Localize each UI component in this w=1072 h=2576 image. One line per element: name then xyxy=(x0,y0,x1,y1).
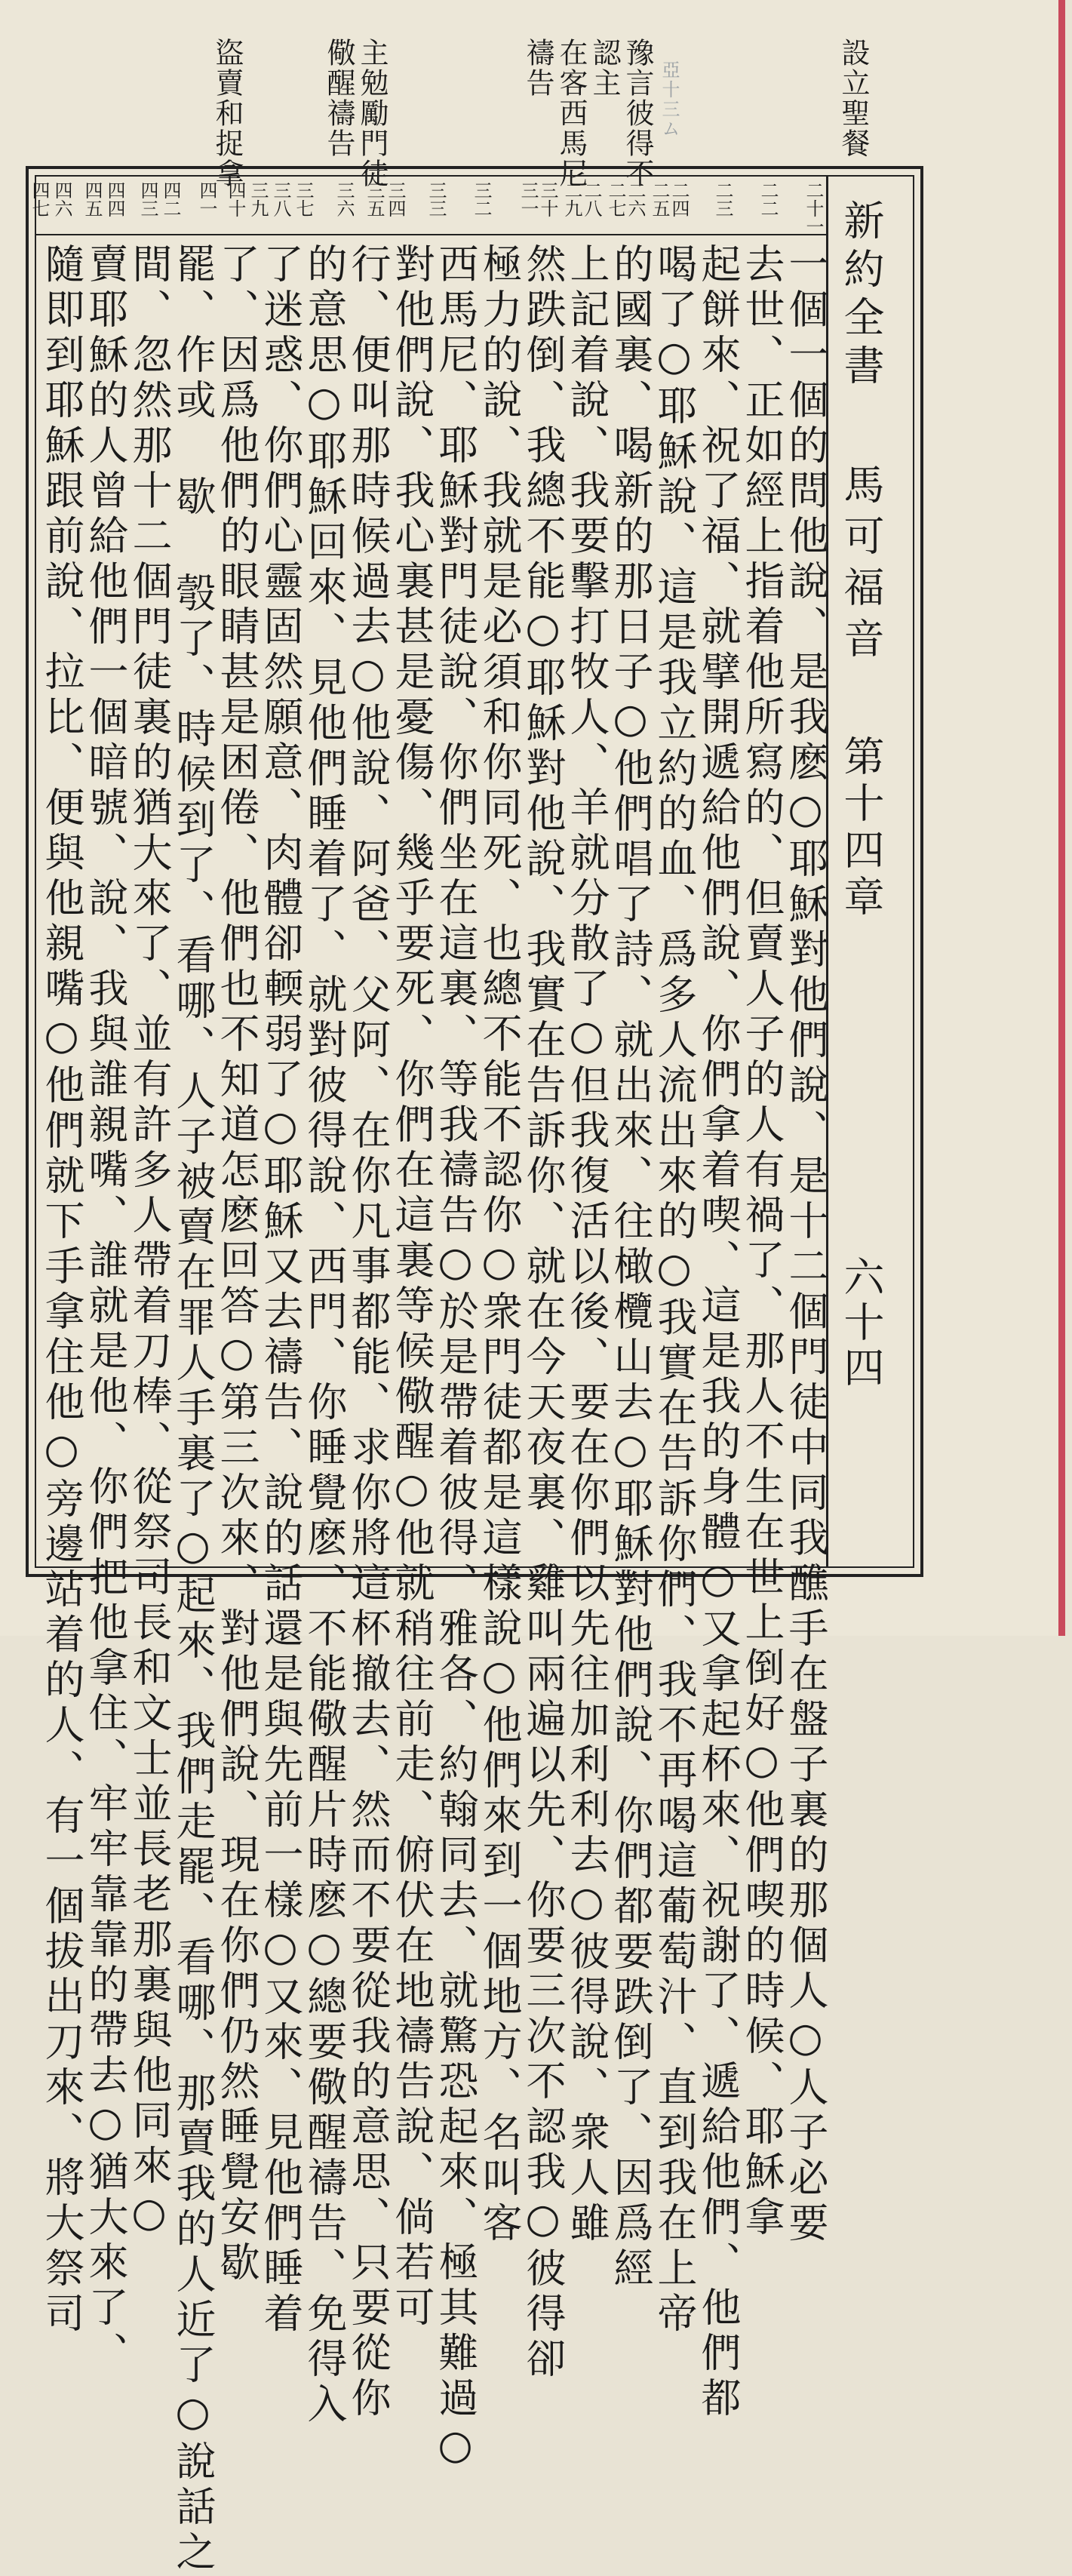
book-title: 新約全書 xyxy=(837,199,885,392)
verse-number: 三九 xyxy=(247,181,269,217)
verse-number: 三十 xyxy=(537,181,558,217)
verse-number: 二四 xyxy=(668,181,690,217)
gospel-title: 馬可福音 xyxy=(837,463,885,669)
text-column: 罷、作或 歇 彀了、時候到了、看哪、人子被賣在罪人手裏了○起來、我們走罷、看哪、那賣我的人近了○說話之 xyxy=(170,243,216,2576)
verse-number: 四十 xyxy=(225,181,246,217)
text-column: 喝了○耶穌說、這是我立約的血、爲多人流出來的○我實在告訴你們、我不再喝這葡萄汁、直到我在上帝 xyxy=(651,243,697,2338)
text-frame-inner xyxy=(29,175,914,2576)
headnote-watch-2: 儆醒禱告 xyxy=(322,38,355,158)
verse-number: 三八 xyxy=(270,181,291,217)
text-column: 行、便叫那時候過去○他說、阿爸、父阿、在你凡事都能、求你將這杯撤去、然而不要從我的意思、只要從你 xyxy=(345,243,391,2422)
text-column: 隨即到耶穌跟前說、拉比、便與他親嘴○他們就下手拿住他○旁邊站着的人、有一個拔出刀來、將大祭司 xyxy=(38,243,84,2338)
verse-number: 二七 xyxy=(605,181,626,217)
text-frame xyxy=(26,166,923,2576)
verse-number: 二三 xyxy=(712,181,733,217)
text-column: 然跌倒、我總不能○耶穌對他說、我實在告訴你、就在今天夜裏、雞叫兩遍以先、你要三次不認我○彼得卻 xyxy=(520,243,566,2383)
headnote-institution: 設立聖餐 xyxy=(837,38,870,158)
verse-number: 三三 xyxy=(425,181,447,217)
text-column: 的國裏、喝新的那日子○他們唱了詩、就出來、往橄欖山去○耶穌對他們說、你們都要跌倒了、因爲經 xyxy=(607,243,653,2292)
headnote-crossref: 亞十三ム xyxy=(659,60,680,139)
running-title-column xyxy=(826,177,913,1566)
text-column: 了迷惑、你們心靈固然願意、肉體卻輭弱了○耶穌又去禱告、說的話還是與先前一樣○又來、見他們睡着 xyxy=(257,243,303,2338)
headnote-gethsemane-2: 禱告 xyxy=(521,38,554,98)
verse-number: 二二 xyxy=(757,181,779,217)
headnote-betrayal: 盜賣和捉拿 xyxy=(210,38,244,189)
verse-number: 四一 xyxy=(196,181,217,217)
text-column: 極力的說、我就是必須和你同死、也總不能不認你○衆門徒都是這樣說○他們來到一個地方、名叫客 xyxy=(476,243,522,2247)
verse-number: 二六 xyxy=(625,181,646,217)
verse-number: 四五 xyxy=(81,181,103,217)
verse-number: 四四 xyxy=(104,181,125,217)
verse-number: 三四 xyxy=(385,181,406,217)
verse-number: 三二 xyxy=(471,181,492,217)
scripture-body xyxy=(36,235,828,2576)
headnote-denial-2: 認主 xyxy=(588,38,621,98)
text-column: 上記着說、我要擊打牧人、羊就分散了○但我復活以後、要在你們以先往加利利去○彼得說、衆人雖 xyxy=(564,243,610,2247)
verse-number: 三六 xyxy=(333,181,355,217)
verse-number: 二八 xyxy=(581,181,602,217)
text-column: 起餅來、祝了福、就擘開遞給他們說、你們拿着喫、這是我的身體○又拿起杯來、祝謝了、遞給他們、他們都 xyxy=(695,243,741,2422)
text-column: 了、因爲他們的眼睛甚是困倦、他們也不知道怎麽回答○第三次來、對他們說、現在你們仍然睡覺安歇 xyxy=(213,243,260,2286)
headnote-gethsemane-1: 在客西馬尼 xyxy=(554,38,588,189)
verse-number: 四七 xyxy=(29,181,50,217)
marginal-headnotes xyxy=(174,30,898,189)
text-column: 西馬尼、耶穌對門徒說、你們坐在這裏、等我禱告○於是帶着彼得、雅各、約翰同去、就驚恐起來、極其難過○ xyxy=(432,243,478,2473)
page-number: 六十四 xyxy=(837,1256,885,1391)
verse-number: 三七 xyxy=(293,181,314,217)
text-column: 的意思○耶穌回來、見他們睡着了、就對彼得說、西門、你睡覺麽、不能儆醒片時麽○總要儆醒禱告、免得入 xyxy=(301,243,347,2428)
headnote-watch-1: 主勉勵門徒 xyxy=(355,38,389,189)
verse-number: 四六 xyxy=(51,181,72,217)
text-column: 對他們說、我心裏甚是憂傷、幾乎要死、你們在這裏等候儆醒○他就稍往前走、俯伏在地禱告說、倘若可 xyxy=(389,243,435,2332)
verse-number: 四三 xyxy=(137,181,158,217)
chapter-title: 第十四章 xyxy=(837,735,885,922)
verse-number: 二五 xyxy=(649,181,670,217)
headnote-denial-1: 豫言彼得不 xyxy=(621,38,654,189)
text-column: 去世、正如經上指着他所寫的、但賣人子的人有禍了、那人不生在世上倒好○他們喫的時候、耶穌拿 xyxy=(739,243,785,2241)
text-column: 間、忽然那十二個門徒裏的猶大來了、並有許多人帶着刀棒、從祭司長和文士並長老那裏與他同來○ xyxy=(126,243,172,2241)
text-column: 一個一個的問他說、是我麽○耶穌對他們說、是十二個門徒中同我醮手在盤子裏的那個人○人子必要 xyxy=(782,243,828,2247)
verse-number: 二十一 xyxy=(803,181,824,235)
verse-number-strip xyxy=(29,177,828,235)
verse-number: 二九 xyxy=(561,181,582,217)
verse-number: 三五 xyxy=(364,181,385,217)
text-column: 賣耶穌的人曾給他們一個暗號、說、我與誰親嘴、誰就是他、你們把他拿住、牢牢靠靠的帶去○猶大來了、 xyxy=(82,243,128,2377)
verse-number: 四二 xyxy=(160,181,181,217)
verse-number: 三一 xyxy=(518,181,539,217)
